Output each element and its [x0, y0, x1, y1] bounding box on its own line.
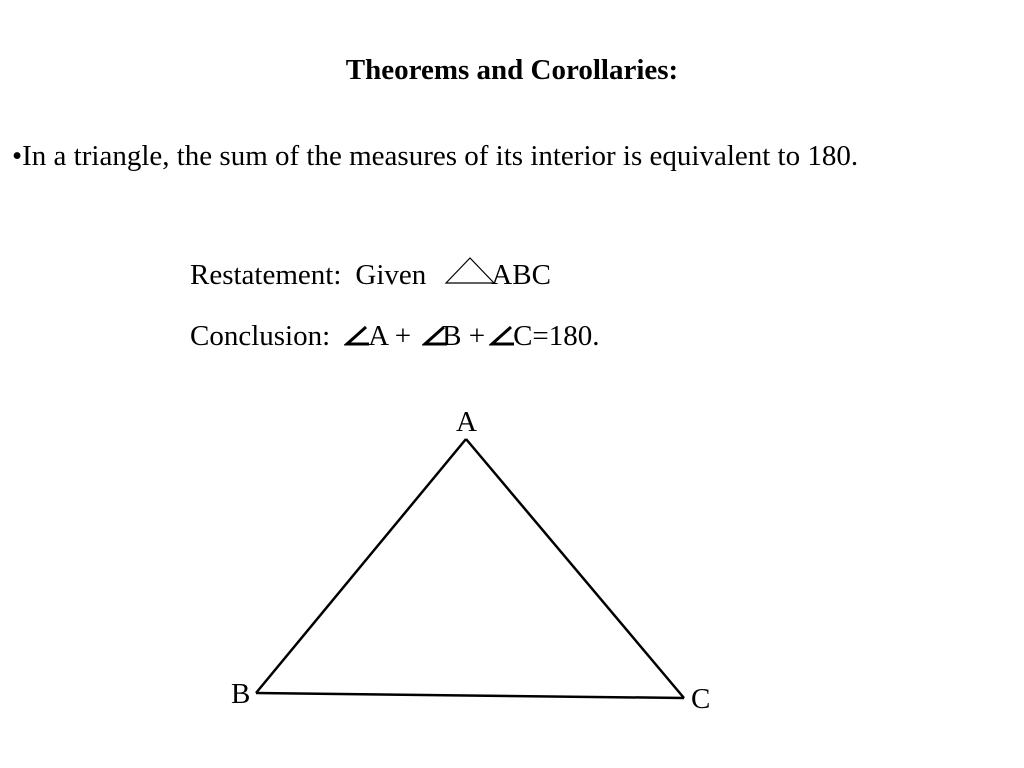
- vertex-label-a: A: [456, 406, 477, 438]
- angle-b-term: B +: [442, 320, 486, 352]
- slide-title: Theorems and Corollaries:: [345, 54, 679, 86]
- restatement-line: [190, 256, 551, 293]
- side-bc: [256, 693, 684, 698]
- triangle-shape: [256, 439, 684, 698]
- restatement-label: Restatement:: [190, 259, 342, 291]
- conclusion-label: Conclusion:: [190, 320, 331, 352]
- angle-a-term: A +: [368, 320, 412, 352]
- theorem-bullet: •In a triangle, the sum of the measures of its interior is equivalent to 180.: [12, 140, 859, 172]
- angle-icon: [489, 324, 515, 348]
- given-word: Given: [355, 259, 427, 291]
- vertex-label-b: B: [231, 678, 251, 710]
- side-ac: [466, 439, 684, 698]
- conclusion-line: [190, 318, 600, 354]
- angle-c-term: C=180.: [513, 320, 600, 352]
- vertex-label-c: C: [691, 683, 711, 715]
- angle-icon: [344, 324, 370, 348]
- triangle-icon: [444, 256, 496, 286]
- triangle-name: ABC: [491, 259, 551, 291]
- side-ab: [256, 439, 466, 693]
